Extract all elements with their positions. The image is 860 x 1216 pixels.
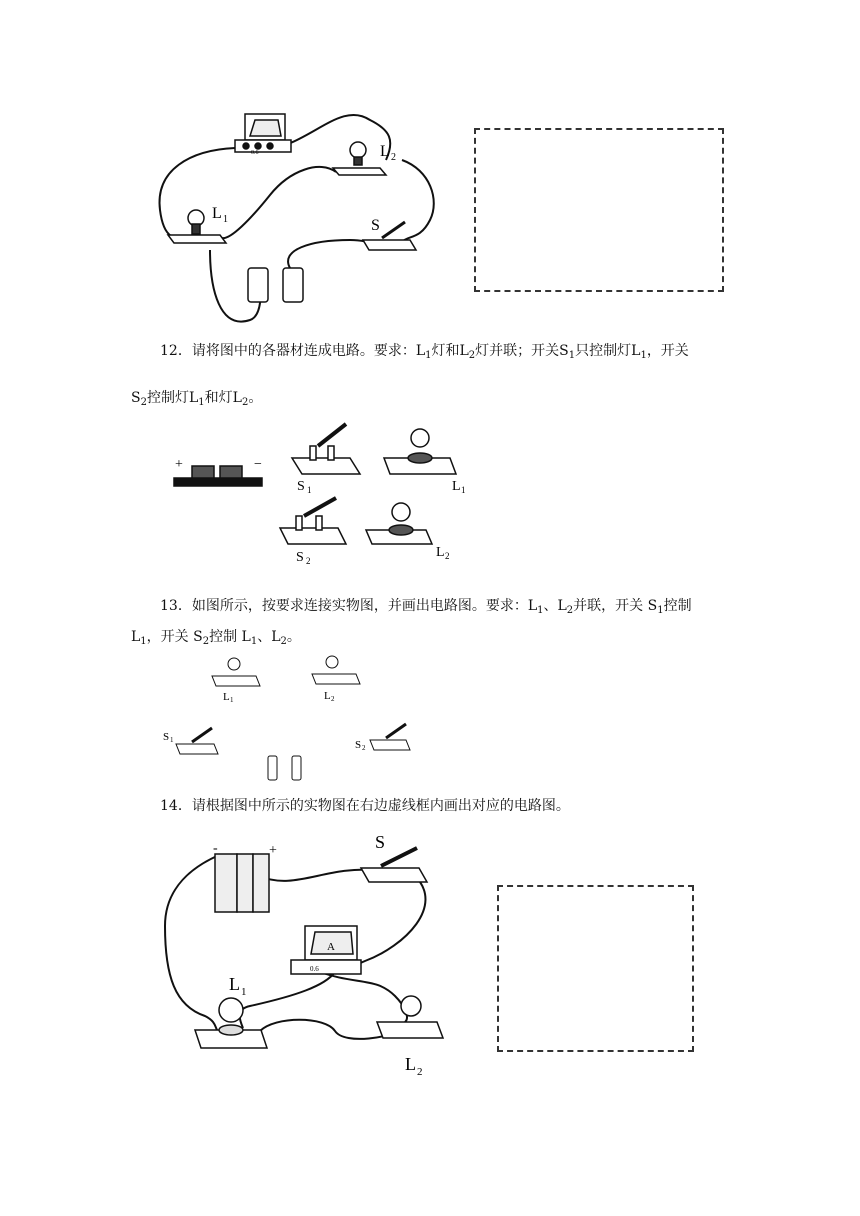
lamp-l2	[366, 503, 432, 544]
svg-text:2: 2	[331, 695, 335, 703]
question-13-line2: $L_1$，开关 $S_2$控制 $L_1$、$L_2$。	[131, 629, 301, 647]
ammeter	[235, 114, 291, 152]
svg-text:1: 1	[223, 214, 228, 225]
components-figure-q12	[170, 418, 480, 568]
svg-text:1: 1	[307, 485, 312, 495]
ammeter	[291, 926, 361, 974]
circuit-figure-top	[150, 100, 450, 330]
label-s2: S	[355, 739, 362, 751]
battery-minus: -	[213, 841, 218, 856]
question-12-line2: $S_2$控制灯$L_1$和灯$L_2$。	[131, 390, 263, 408]
label-s: S	[375, 832, 386, 852]
switch-s	[361, 848, 427, 882]
svg-text:1: 1	[230, 696, 234, 704]
battery-cells	[248, 268, 303, 302]
label-l1: L	[452, 479, 461, 494]
battery-plus: +	[175, 457, 183, 472]
switch-s2	[370, 724, 410, 750]
lamp-l1	[212, 658, 260, 686]
label-l2: L	[380, 143, 390, 160]
question-14: 14．请根据图中所示的实物图在右边虚线框内画出对应的电路图。	[160, 798, 570, 814]
switch-s2	[280, 498, 346, 544]
switch-s1	[292, 424, 360, 474]
answer-box-top	[474, 128, 724, 292]
answer-box-q14	[497, 885, 694, 1052]
switch-s1	[176, 728, 218, 754]
svg-text:1: 1	[170, 736, 174, 744]
battery-pack	[174, 466, 262, 486]
components-figure-q13	[160, 652, 420, 784]
wire	[259, 870, 375, 881]
circuit-figure-q14	[155, 826, 465, 1080]
svg-text:1: 1	[461, 485, 466, 495]
wire	[260, 1020, 395, 1039]
svg-text:2: 2	[362, 744, 366, 752]
battery-minus: −	[254, 457, 262, 472]
lamp-l2	[312, 656, 360, 684]
svg-text:1: 1	[241, 986, 247, 998]
svg-text:2: 2	[445, 551, 450, 561]
label-s1: S	[297, 479, 305, 494]
label-l1: L	[229, 974, 240, 994]
lamp-l2	[333, 142, 386, 175]
wire	[165, 856, 217, 1030]
ammeter-label: 0.6	[310, 965, 319, 973]
svg-text:2: 2	[391, 152, 396, 163]
label-s: S	[371, 217, 380, 234]
wire	[222, 167, 336, 238]
label-l2: L	[324, 690, 331, 702]
lamp-l1	[384, 429, 456, 474]
lamp-l2	[377, 996, 443, 1038]
label-l1: L	[223, 691, 230, 703]
question-12-line1: 12．请将图中的各器材连成电路。要求：$L_1$灯和$L_2$灯并联；开关$S_1$只控制灯$L_1$，开关	[160, 343, 689, 361]
wire	[402, 160, 434, 242]
ammeter-label: 0.6	[251, 150, 259, 156]
svg-text:2: 2	[417, 1066, 423, 1078]
battery-cells	[268, 756, 301, 780]
question-13-line1: 13．如图所示，按要求连接实物图，并画出电路图。要求：$L_1$、$L_2$并联，开关 $S_1$控制	[160, 598, 692, 616]
label-s2: S	[296, 550, 304, 565]
label-s1: S	[163, 731, 170, 743]
label-l2: L	[405, 1054, 416, 1074]
label-l1: L	[212, 205, 222, 222]
ammeter-letter: A	[327, 941, 335, 953]
battery-plus: +	[269, 843, 277, 858]
battery-box	[215, 854, 269, 912]
label-l2: L	[436, 545, 445, 560]
svg-text:2: 2	[306, 556, 311, 566]
